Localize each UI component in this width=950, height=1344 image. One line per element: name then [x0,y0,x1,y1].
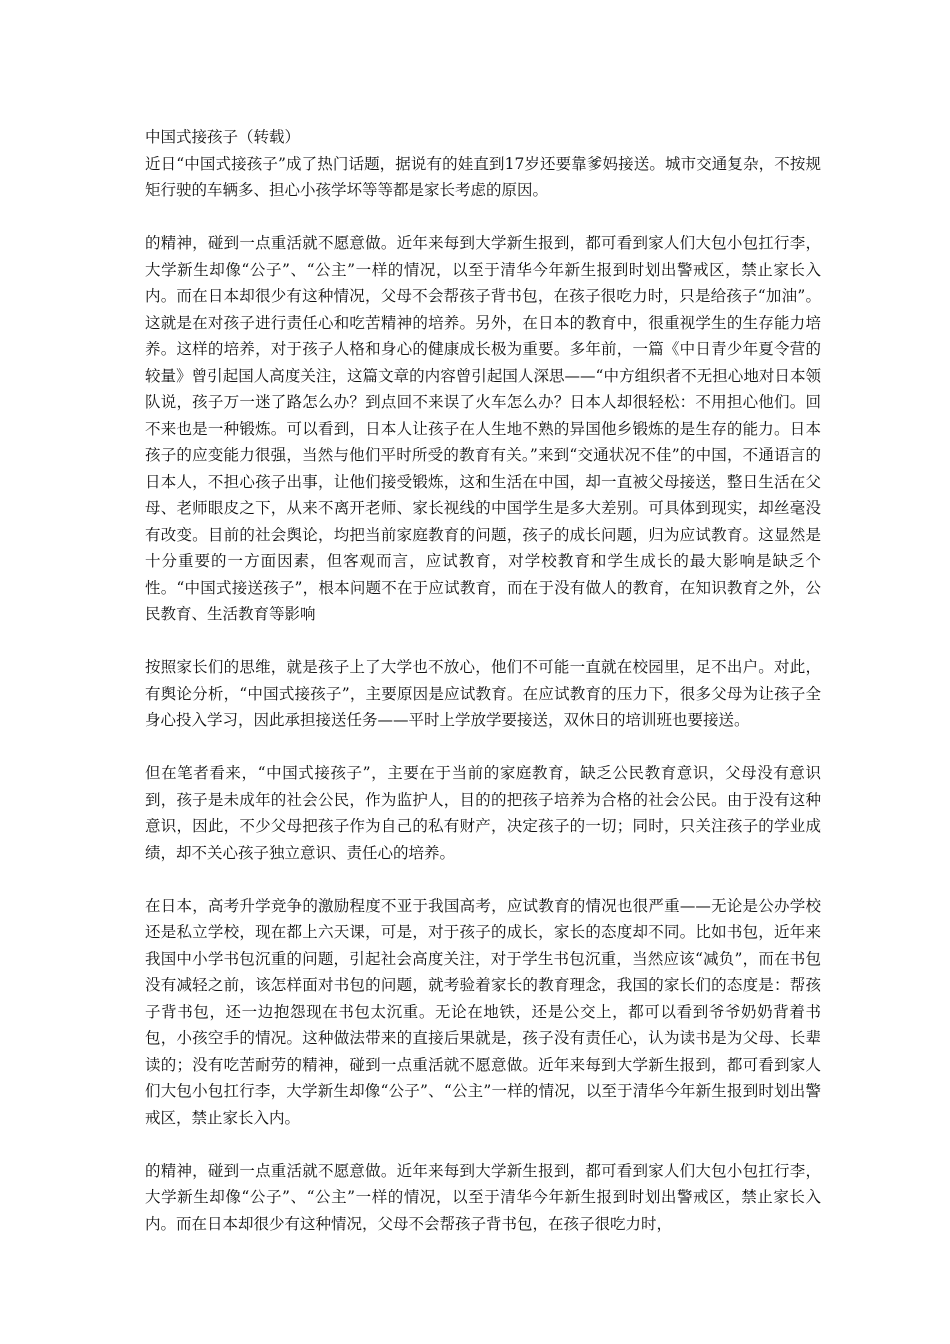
paragraph-japan-exams: 在日本，高考升学竞争的激励程度不亚于我国高考，应试教育的情况也很严重——无论是公办学校还是私立学校，现在都上六天课，可是，对于孩子的成长，家长的态度却不同。比如书包，近年来我国中小学书包沉重的问题，引起社会高度关注，对于学生书包沉重，当然应该“减负”，而在书包没有减轻之前，该怎样面对书包的问题，就考验着家长的教育理念，我国的家长们的态度是：帮孩子背书包，还一边抱怨现在书包太沉重。无论在地铁，还是公交上，都可以看到爷爷奶奶背着书包，小孩空手的情况。这种做法带来的直接后果就是，孩子没有责任心，认为读书是为父母、长辈读的；没有吃苦耐劳的精神，碰到一点重活就不愿意做。近年来每到大学新生报到，都可看到家人们大包小包扛行李，大学新生却像“公子”、“公主”一样的情况，以至于清华今年新生报到时划出警戒区，禁止家长入内。 [145,896,821,1127]
paragraph-author-view: 但在笔者看来，“中国式接孩子”，主要在于当前的家庭教育，缺乏公民教育意识，父母没有意识到，孩子是未成年的社会公民，作为监护人，目的的把孩子培养为合格的社会公民。由于没有这种意识，因此，不少父母把孩子作为自己的私有财产，决定孩子的一切；同时，只关注孩子的学业成绩，却不关心孩子独立意识、责任心的培养。 [145,764,821,862]
paragraph-japan-education: 的精神，碰到一点重活就不愿意做。近年来每到大学新生报到，都可看到家人们大包小包扛行李，大学新生却像“公子”、“公主”一样的情况，以至于清华今年新生报到时划出警戒区，禁止家长入内。而在日本却很少有这种情况，父母不会帮孩子背书包，在孩子很吃力时，只是给孩子“加油”。这就是在对孩子进行责任心和吃苦精神的培养。另外，在日本的教育中，很重视学生的生存能力培养。这样的培养，对于孩子人格和身心的健康成长极为重要。多年前，一篇《中日青少年夏令营的较量》曾引起国人高度关注，这篇文章的内容曾引起国人深思——“中方组织者不无担心地对日本领队说，孩子万一迷了路怎么办？到点回不来误了火车怎么办？日本人却很轻松：不用担心他们。回不来也是一种锻炼。可以看到，日本人让孩子在人生地不熟的异国他乡锻炼的是生存的能力。日本孩子的应变能力很强，当然与他们平时所受的教育有关。”来到“交通状况不佳”的中国，不通语言的日本人，不担心孩子出事，让他们接受锻炼，这和生活在中国，却一直被父母接送，整日生活在父母、老师眼皮之下，从来不离开老师、家长视线的中国学生是多大差别。可具体到现实，却丝毫没有改变。目前的社会舆论，均把当前家庭教育的问题，孩子的成长问题，归为应试教育。这显然是十分重要的一方面因素，但客观而言，应试教育，对学校教育和学生成长的最大影响是缺乏个性。“中国式接送孩子”，根本问题不在于应试教育，而在于没有做人的教育，在知识教育之外，公民教育、生活教育等影响 [145,234,821,623]
paragraph-repeated-excerpt: 的精神，碰到一点重活就不愿意做。近年来每到大学新生报到，都可看到家人们大包小包扛行李，大学新生却像“公子”、“公主”一样的情况，以至于清华今年新生报到时划出警戒区，禁止家长入内。而在日本却很少有这种情况，父母不会帮孩子背书包，在孩子很吃力时， [145,1161,821,1233]
paragraph-parents-thinking: 按照家长们的思维，就是孩子上了大学也不放心，他们不可能一直就在校园里，足不出户。对此，有舆论分析，“中国式接孩子”，主要原因是应试教育。在应试教育的压力下，很多父母为让孩子全身心投入学习，因此承担接送任务——平时上学放学要接送，双休日的培训班也要接送。 [145,658,821,729]
document-title: 中国式接孩子（转载） [145,128,301,146]
document-page [145,124,821,1264]
paragraph-intro: 近日“中国式接孩子”成了热门话题，据说有的娃直到17岁还要靠爹妈接送。城市交通复杂，不按规矩行驶的车辆多、担心小孩学坏等等都是家长考虑的原因。 [145,154,821,199]
